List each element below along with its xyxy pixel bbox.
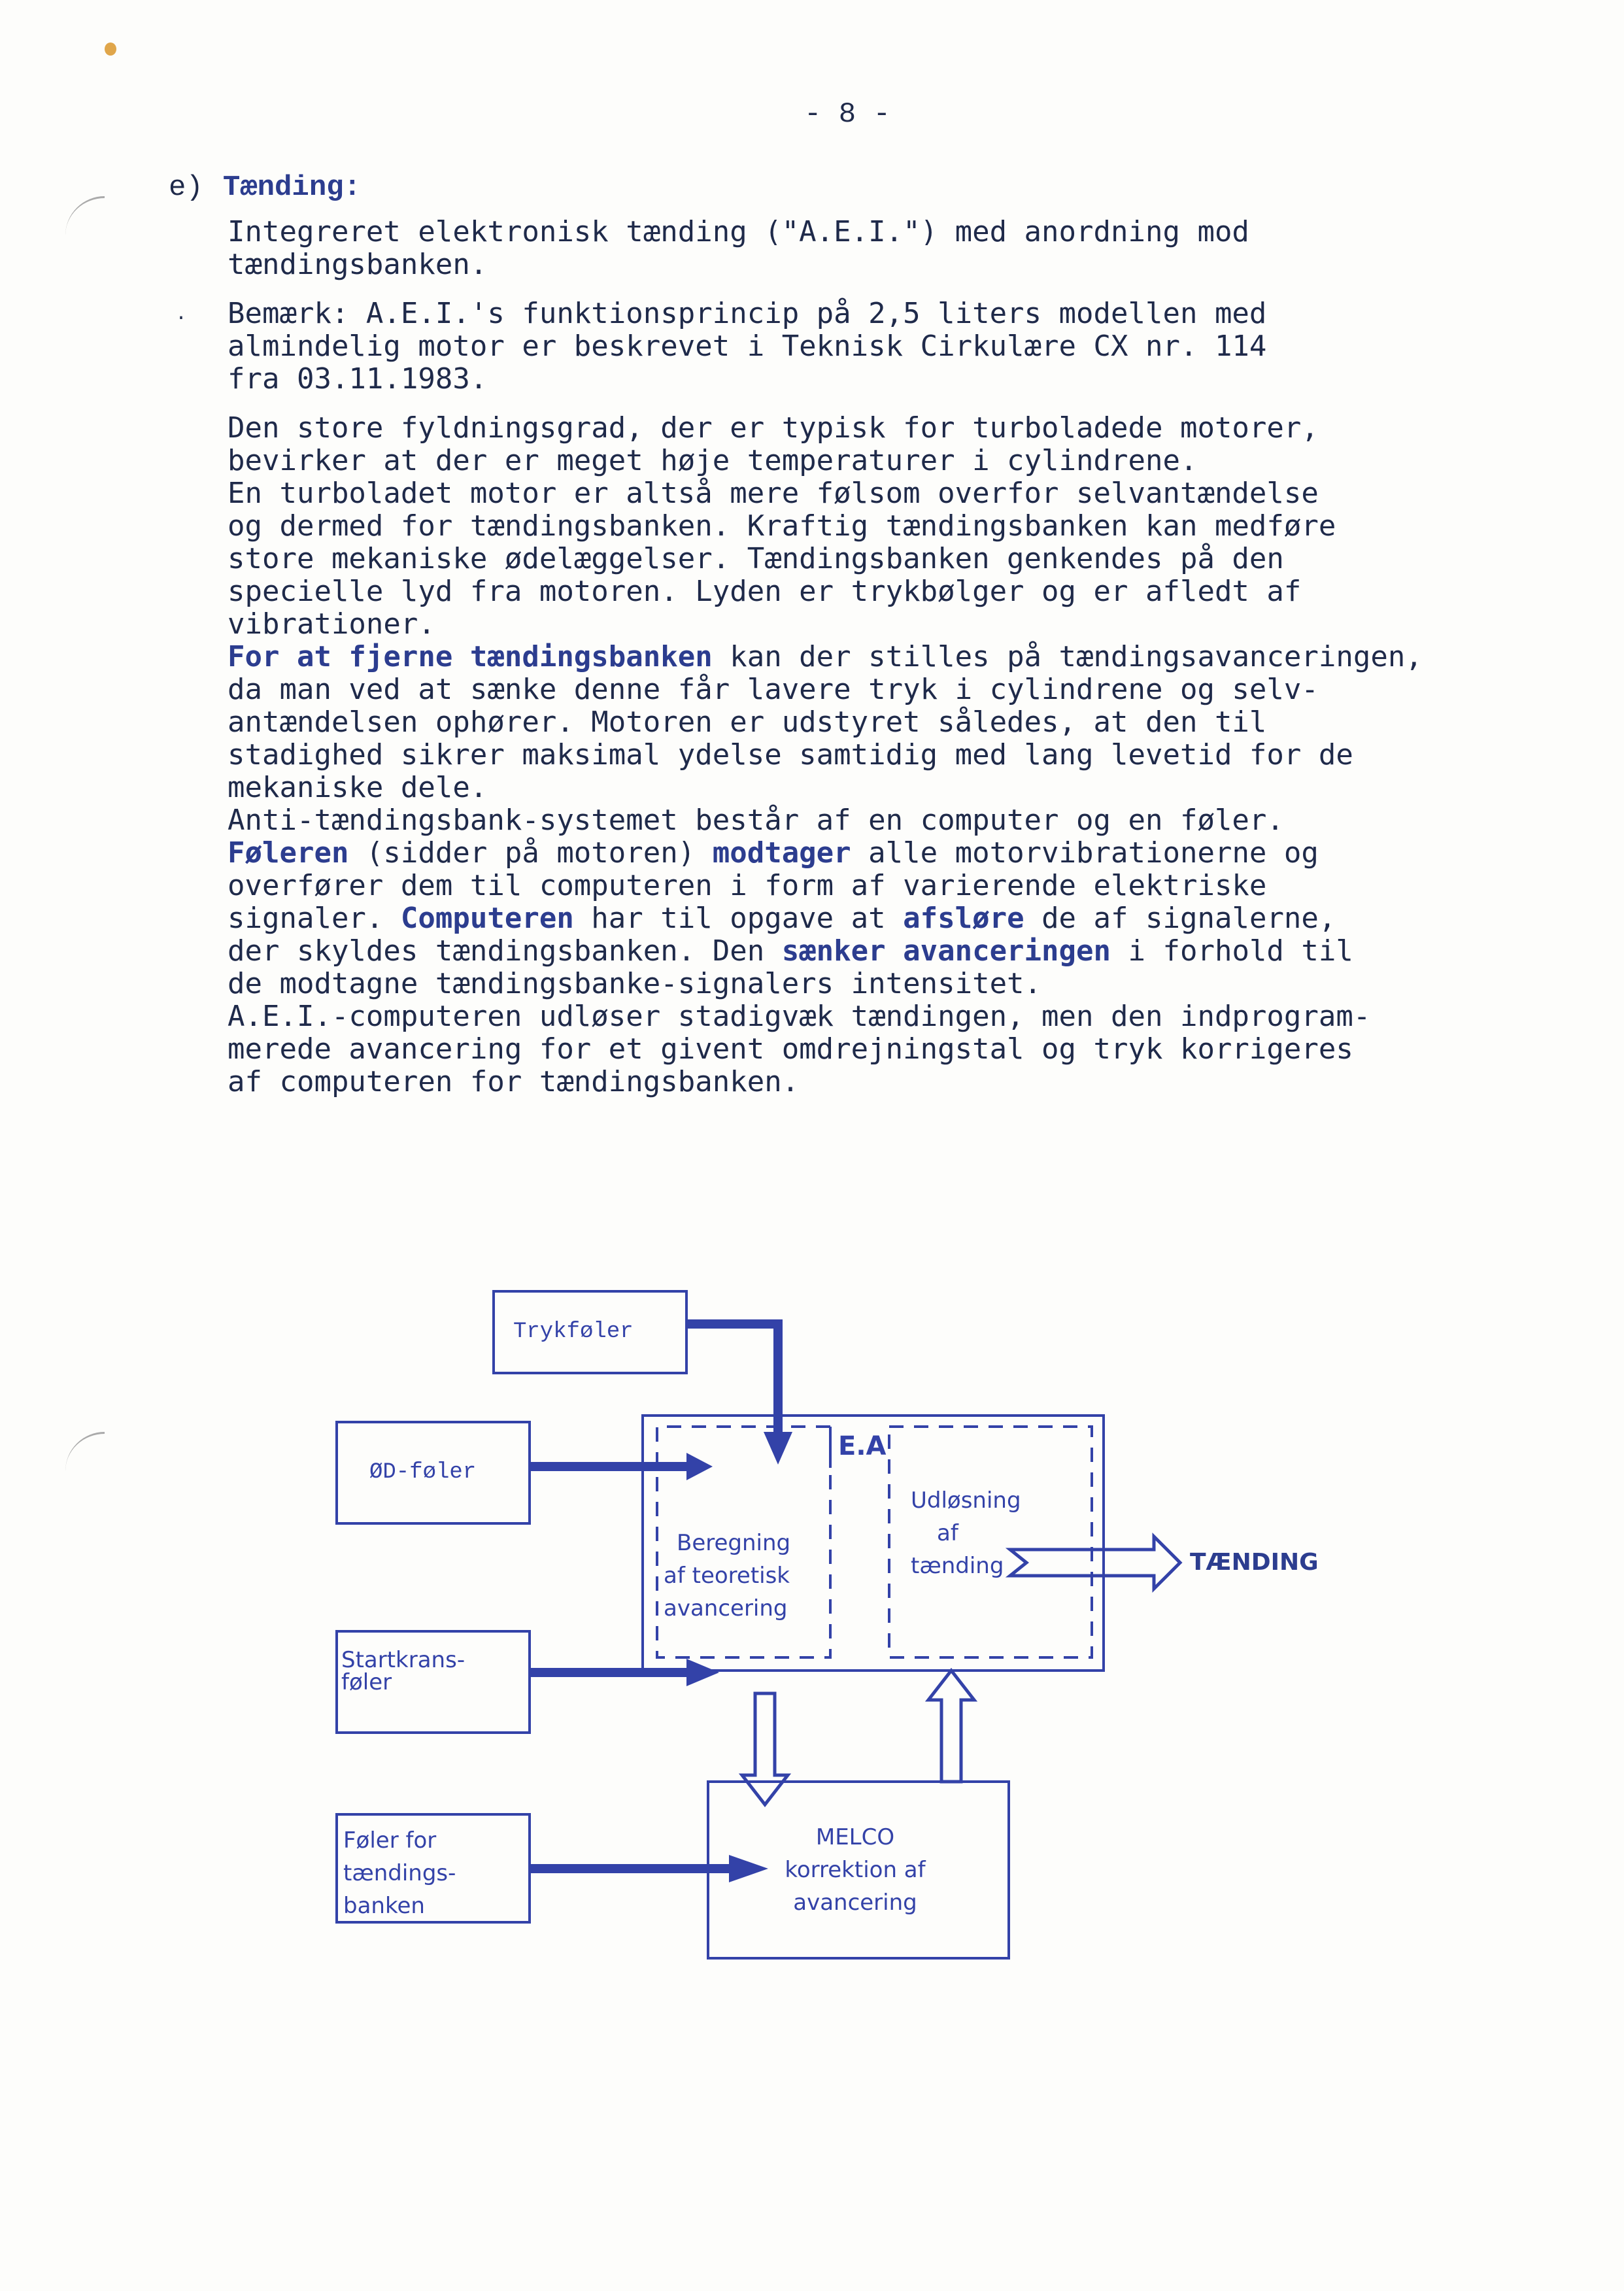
text-line: de af signalerne, [1024, 902, 1336, 935]
startkrans-label [341, 1649, 465, 1693]
foler-bank-label [343, 1824, 456, 1922]
text-line: og dermed for tændingsbanken. Kraftig tændingsbanken kan medføre [228, 509, 1336, 543]
highlight-text: For at fjerne tændingsbanken [228, 640, 713, 673]
down-hollow-arrow [742, 1693, 788, 1805]
text-line: mekaniske dele. [228, 771, 488, 804]
startkrans-arrowhead [686, 1659, 719, 1686]
section-title: Tænding: [222, 171, 362, 204]
text-line: har til opgave at [573, 902, 904, 935]
highlight-text: Computeren [400, 902, 574, 935]
text-line: Anti-tændingsbank-systemet består af en computer og en føler. [228, 804, 1284, 837]
startkrans-line-2: føler [341, 1669, 392, 1695]
ea-label: E.A [838, 1431, 887, 1461]
foler-bank-arrow-line [530, 1864, 732, 1873]
text-line: Den store fyldningsgrad, der er typisk for turboladede motorer, [228, 411, 1319, 445]
text-line: da man ved at sænke denne får lavere tryk i cylindrene og selv- [228, 673, 1319, 706]
output-label: TÆNDING [1190, 1549, 1319, 1576]
text-line: store mekaniske ødelæggelser. Tændingsbanken genkendes på den [228, 542, 1284, 575]
od-foler-label: ØD-føler [369, 1460, 477, 1485]
text-line: (sidder på motoren) [348, 836, 713, 870]
text-line: antændelsen ophører. Motoren er udstyret således, at den til [228, 705, 1267, 739]
text-line: alle motorvibrationerne og [851, 836, 1319, 870]
trykfoler-label: Trykføler [513, 1319, 634, 1344]
highlight-text: afsløre [903, 902, 1024, 935]
text-line: bevirker at der er meget høje temperaturer i cylindrene. [228, 444, 1198, 477]
udlosning-line-3: tænding [911, 1553, 1004, 1579]
text-line: signaler. [228, 902, 401, 935]
foler-bank-line-2: tændings- [343, 1860, 456, 1886]
text-line: vibrationer. [228, 607, 435, 641]
text-line: stadighed sikrer maksimal ydelse samtidig med lang levetid for de [228, 738, 1353, 772]
startkrans-arrow-line [530, 1668, 690, 1677]
od-arrowhead [686, 1453, 713, 1480]
paragraph-note [228, 297, 1574, 396]
text-line: almindelig motor er beskrevet i Teknisk Cirkulære CX nr. 114 [228, 330, 1267, 363]
paper-stain [105, 42, 116, 56]
margin-mark: · [175, 307, 188, 330]
od-arrow-line [530, 1462, 690, 1471]
foler-bank-arrowhead [729, 1855, 768, 1882]
section-heading [169, 171, 361, 204]
text-line: En turboladet motor er altså mere følsom overfor selvantændelse [228, 477, 1319, 510]
text-line: A.E.I.-computeren udløser stadigvæk tændingen, men den indprogram- [228, 1000, 1371, 1033]
text-line: overfører dem til computeren i form af varierende elektriske [228, 869, 1267, 902]
punch-hole-mark-top [65, 196, 105, 237]
text-line: de modtagne tændingsbanke-signalers intensitet. [228, 967, 1042, 1000]
udlosning-line-1: Udløsning [911, 1487, 1021, 1514]
foler-bank-line-1: Føler for [343, 1827, 437, 1854]
trykfoler-arrowhead [764, 1432, 792, 1465]
text-line: Integreret elektronisk tænding ("A.E.I.") med anordning mod [228, 215, 1249, 248]
udlosning-label [911, 1484, 1021, 1582]
melco-label [780, 1821, 930, 1919]
beregning-label [664, 1527, 790, 1625]
startkrans-line-1: Startkrans- [341, 1647, 465, 1673]
text-line: der skyldes tændingsbanken. Den [228, 934, 782, 968]
aei-block-diagram [0, 1242, 1624, 2027]
beregning-line-2: af teoretisk [664, 1563, 790, 1589]
output-hollow-arrow [1010, 1536, 1180, 1589]
text-line: kan der stilles på tændingsavanceringen, [712, 640, 1423, 673]
highlight-text: Føleren [228, 836, 349, 870]
trykfoler-arrow-line [686, 1324, 778, 1435]
text-line: specielle lyd fra motoren. Lyden er trykbølger og er afledt af [228, 575, 1302, 608]
beregning-line-3: avancering [664, 1595, 788, 1621]
text-line: tændingsbanken. [228, 248, 488, 281]
text-line: af computeren for tændingsbanken. [228, 1065, 800, 1098]
highlight-text: sænker avanceringen [781, 934, 1111, 968]
melco-line-1: MELCO [815, 1824, 895, 1850]
page-number: - 8 - [804, 98, 891, 131]
text-line: merede avancering for et givent omdrejningstal og tryk korrigeres [228, 1032, 1353, 1066]
text-line: i forhold til [1111, 934, 1353, 968]
melco-line-2: korrektion af [785, 1857, 926, 1883]
foler-bank-line-3: banken [343, 1893, 425, 1919]
beregning-line-1: Beregning [677, 1530, 791, 1556]
up-hollow-arrow [928, 1671, 974, 1782]
text-line: Bemærk: A.E.I.'s funktionsprincip på 2,5 liters modellen med [228, 297, 1267, 330]
highlight-text: modtager [712, 836, 851, 870]
melco-line-3: avancering [793, 1890, 917, 1916]
section-label: e) [169, 171, 203, 204]
paragraph-main [228, 412, 1574, 1098]
paragraph-intro [228, 216, 1574, 281]
text-line: fra 03.11.1983. [228, 362, 488, 396]
udlosning-line-2: af [937, 1520, 958, 1546]
